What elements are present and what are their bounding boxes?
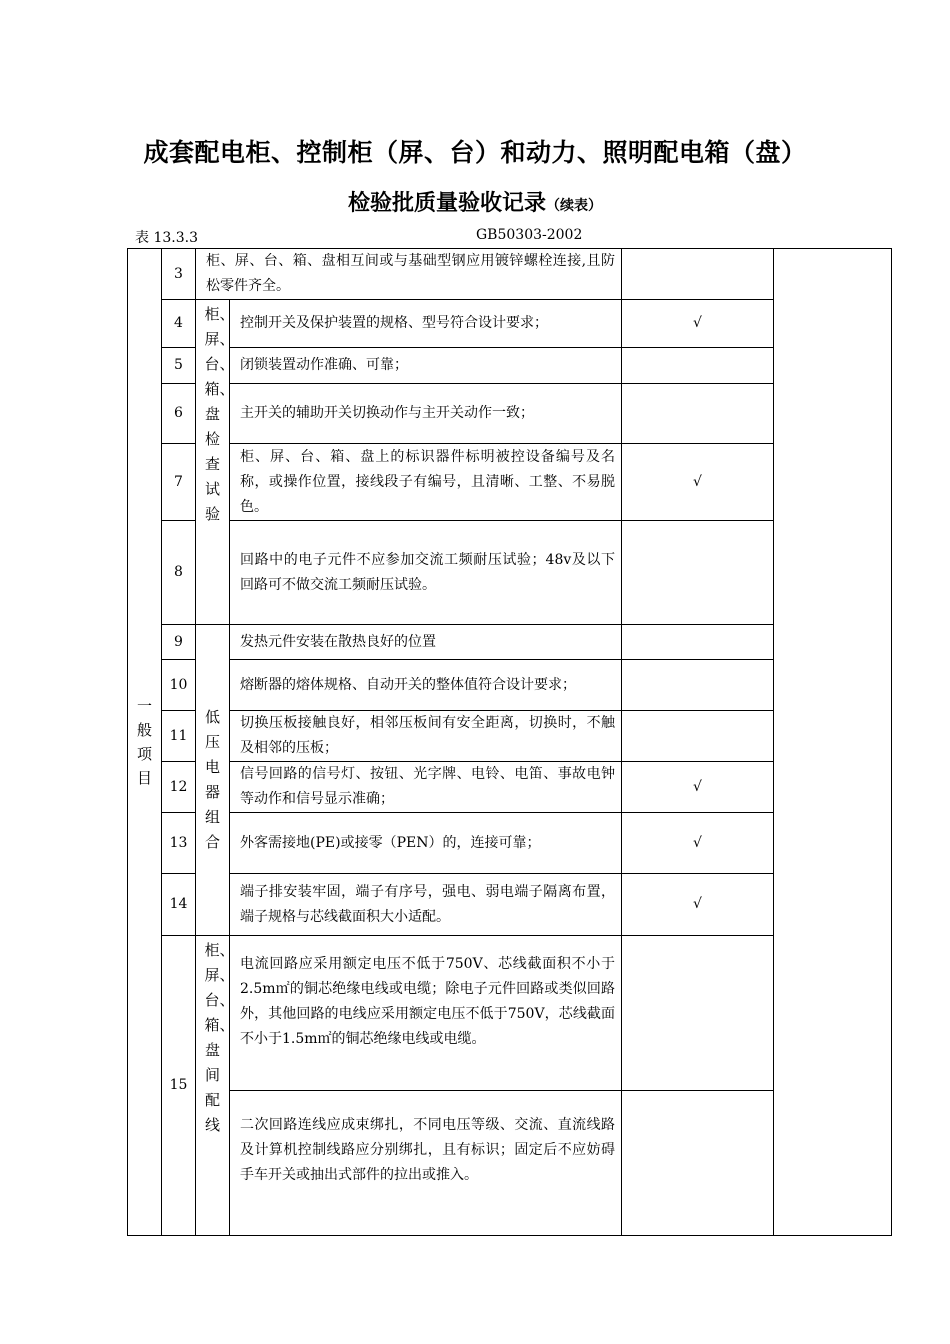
row-number: 13: [162, 813, 196, 874]
standard-code: GB50303-2002: [476, 227, 583, 243]
check-cell: [622, 625, 774, 660]
document-title: 成套配电柜、控制柜（屏、台）和动力、照明配电箱（盘）: [143, 138, 807, 167]
row-number: 6: [162, 384, 196, 444]
row-description: 熔断器的熔体规格、自动开关的整体值符合设计要求；: [230, 660, 622, 711]
subtitle-text: 检验批质量验收记录: [347, 190, 546, 216]
row-description: 闭锁装置动作准确、可靠；: [230, 348, 622, 384]
row-number: 5: [162, 348, 196, 384]
check-cell: √: [622, 444, 774, 521]
check-cell: [622, 711, 774, 762]
table-row: [128, 249, 892, 300]
table-code: 表 13.3.3: [135, 230, 198, 246]
check-cell: [622, 660, 774, 711]
check-cell: [622, 521, 774, 625]
row-number: 7: [162, 444, 196, 521]
inspection-table: [127, 248, 892, 1236]
check-cell: √: [622, 813, 774, 874]
row-number: 8: [162, 521, 196, 625]
row-number: 3: [162, 249, 196, 300]
row-description: 主开关的辅助开关切换动作与主开关动作一致；: [230, 384, 622, 444]
group-label-low-voltage: 低压电器组合: [196, 625, 230, 936]
document-subtitle: [0, 186, 950, 217]
row-description: 控制开关及保护装置的规格、型号符合设计要求；: [230, 300, 622, 348]
check-cell: √: [622, 762, 774, 813]
check-cell: [622, 1091, 774, 1236]
remarks-column: [774, 249, 892, 1236]
check-cell: [622, 384, 774, 444]
check-cell: [622, 936, 774, 1091]
group-label-cabinet-check: 柜、屏、台、箱、盘检查试验: [196, 300, 230, 625]
check-cell: √: [622, 300, 774, 348]
row-description: 切换压板接触良好，相邻压板间有安全距离，切换时，不触及相邻的压板；: [230, 711, 622, 762]
row-number: 10: [162, 660, 196, 711]
check-cell: √: [622, 874, 774, 936]
general-items-label: 一般项目: [128, 249, 162, 1236]
subtitle-suffix: （续表）: [546, 198, 602, 214]
row-description: 信号回路的信号灯、按钮、光字牌、电铃、电笛、事故电钟等动作和信号显示准确；: [230, 762, 622, 813]
row-number: 9: [162, 625, 196, 660]
row-number: 15: [162, 936, 196, 1236]
row-description: 外客需接地(PE)或接零（PEN）的，连接可靠；: [230, 813, 622, 874]
row-description: 发热元件安装在散热良好的位置: [230, 625, 622, 660]
check-cell: [622, 249, 774, 300]
row-description: 回路中的电子元件不应参加交流工频耐压试验；48v及以下回路可不做交流工频耐压试验。: [230, 521, 622, 625]
row-description: 电流回路应采用额定电压不低于750V、芯线截面积不小于2.5m㎡的铜芯绝缘电线或电缆；除电子元件回路或类似回路外，其他回路的电线应采用额定电压不低于750V，芯线截面不小于1.5m㎡的铜芯绝缘电线或电缆。: [230, 936, 622, 1091]
row-description: 柜、屏、台、箱、盘上的标识器件标明被控设备编号及名称，或操作位置，接线段子有编号，且清晰、工整、不易脱色。: [230, 444, 622, 521]
row-number: 12: [162, 762, 196, 813]
row-description: 二次回路连线应成束绑扎，不同电压等级、交流、直流线路及计算机控制线路应分别绑扎，且有标识；固定后不应妨碍手车开关或抽出式部件的拉出或推入。: [230, 1091, 622, 1236]
group-label-wiring: 柜、屏、台、箱、盘间配线: [196, 936, 230, 1236]
row-description: 端子排安装牢固，端子有序号，强电、弱电端子隔离布置，端子规格与芯线截面积大小适配。: [230, 874, 622, 936]
row-description: 柜、屏、台、箱、盘相互间或与基础型钢应用镀锌螺栓连接,且防松零件齐全。: [196, 249, 622, 300]
check-cell: [622, 348, 774, 384]
row-number: 11: [162, 711, 196, 762]
row-number: 4: [162, 300, 196, 348]
row-number: 14: [162, 874, 196, 936]
